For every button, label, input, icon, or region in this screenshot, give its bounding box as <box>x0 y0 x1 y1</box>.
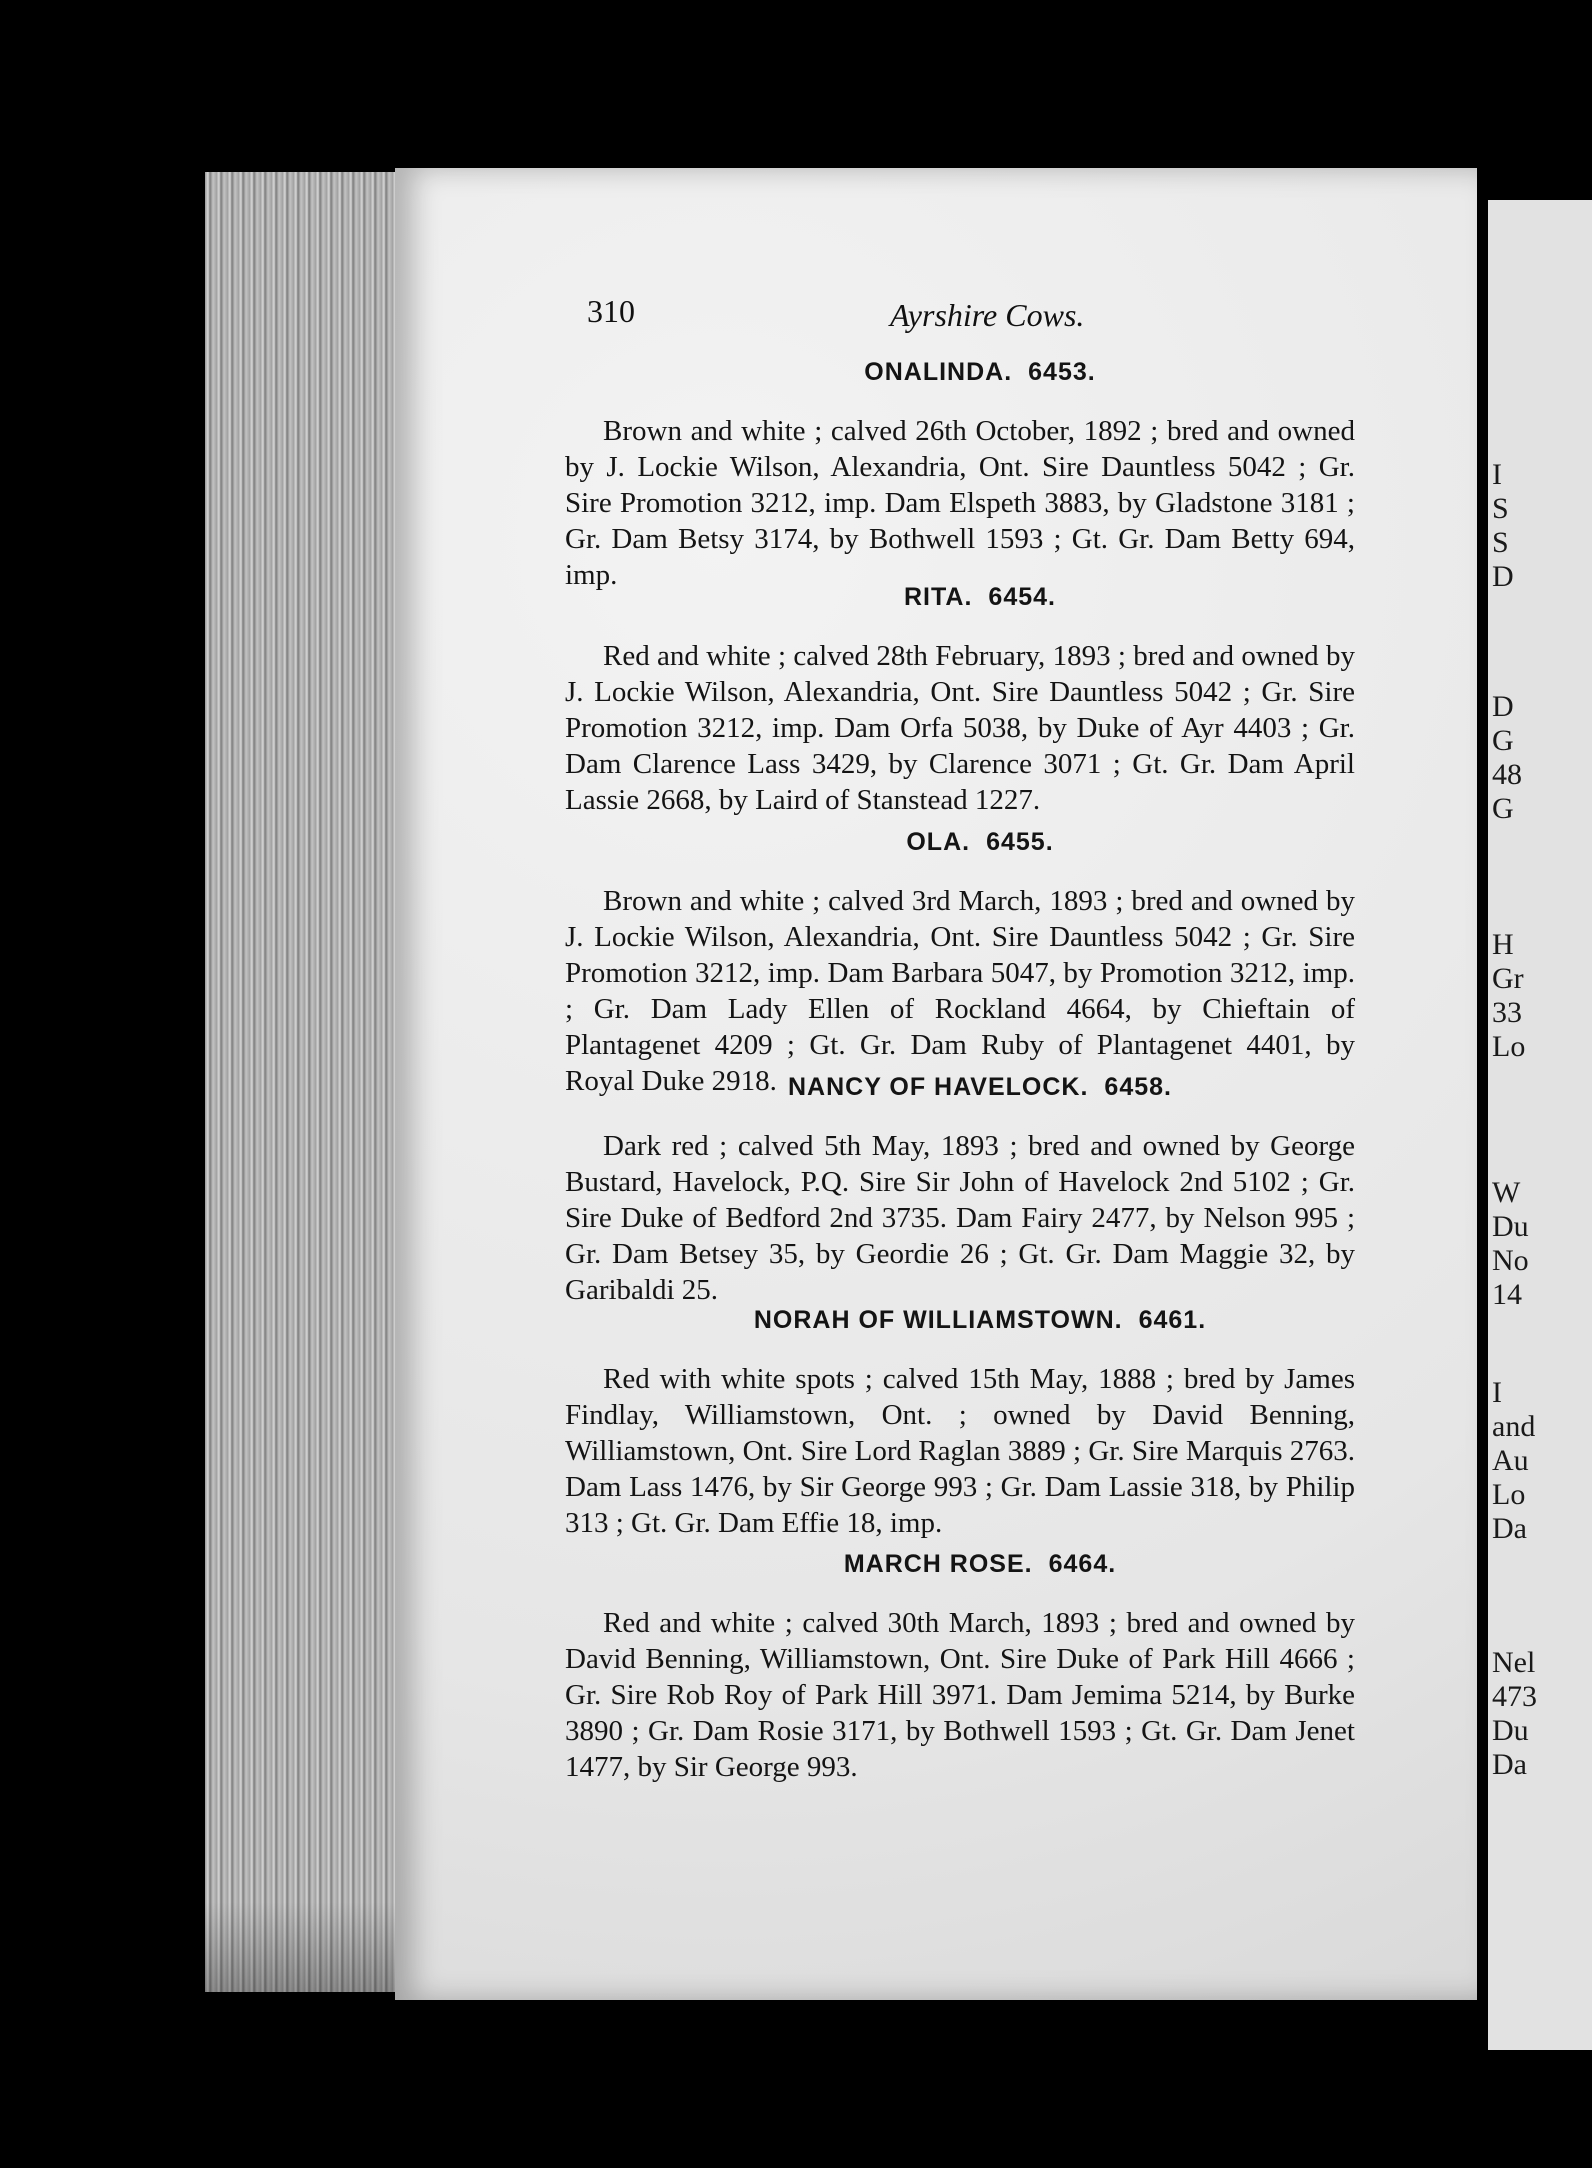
facing-page-fragment: Nel <box>1492 1646 1536 1679</box>
entry-number: 6458. <box>1104 1073 1172 1101</box>
page-number: 310 <box>587 293 635 329</box>
facing-page-fragment: S <box>1492 526 1509 559</box>
entry-title <box>605 828 1355 857</box>
entry-title <box>605 1306 1355 1335</box>
entry-nancy-of-havelock <box>565 1073 1355 1308</box>
facing-page-fragment: S <box>1492 492 1509 525</box>
facing-page-fragment: D <box>1492 690 1514 723</box>
facing-page-fragment: Gr <box>1492 962 1524 995</box>
entry-number: 6461. <box>1138 1306 1207 1334</box>
facing-page-fragment: Da <box>1492 1512 1527 1545</box>
facing-page-fragment: 14 <box>1492 1278 1522 1311</box>
facing-page-fragment: Da <box>1492 1748 1527 1781</box>
entry-title <box>605 1073 1355 1102</box>
entry-text: Dark red ; calved 5th May, 1893 ; bred and owned by George Bustard, Havelock, P.Q. Sire Sir John of Havelock 2nd 5102 ; Gr. Sire Duke of Bedford 2nd 3735. Dam Fairy 2477, by Nelson 995 ; Gr. Dam Betsey 35, by Geordie 26 ; Gt. Gr. Dam Maggie 32, by Garibaldi 25. <box>565 1130 1355 1306</box>
entry-text: Red with white spots ; calved 15th May, 1888 ; bred by James Findlay, Williamstown, Ont. ; owned by David Benning, Williamstown, Ont. Sire Lord Raglan 3889 ; Gr. Sire Marquis 2763. Dam Lass 1476, by Sir George 993 ; Gr. Dam Lassie 318, by Philip 313 ; Gt. Gr. Dam Effie 18, imp. <box>565 1363 1355 1539</box>
entry-name: OLA. <box>906 828 971 856</box>
page-edges <box>205 172 405 1992</box>
entry-text: Red and white ; calved 30th March, 1893 ; bred and owned by David Benning, Williamstown, Ont. Sire Duke of Park Hill 4666 ; Gr. Sire Rob Roy of Park Hill 3971. Dam Jemima 5214, by Burke 3890 ; Gr. Dam Rosie 3171, by Bothwell 1593 ; Gt. Gr. Dam Jenet 1477, by Sir George 993. <box>565 1607 1355 1783</box>
entry-text: Brown and white ; calved 26th October, 1892 ; bred and owned by J. Lockie Wilson, Alexandria, Ont. Sire Dauntless 5042 ; Gr. Sire Promotion 3212, imp. Dam Elspeth 3883, by Gladstone 3181 ; Gr. Dam Betsy 3174, by Bothwell 1593 ; Gt. Gr. Dam Betty 694, imp. <box>565 415 1355 591</box>
entry-title <box>605 1550 1355 1579</box>
entry-title <box>605 583 1355 612</box>
entry-name: NORAH OF WILLIAMSTOWN. <box>753 1306 1123 1334</box>
page-header <box>395 293 1477 333</box>
entry-onalinda <box>565 358 1355 593</box>
facing-page-fragment: I <box>1492 458 1502 491</box>
facing-page-fragment: 48 <box>1492 758 1522 791</box>
entry-rita <box>565 583 1355 818</box>
entry-march-rose <box>565 1550 1355 1785</box>
facing-page-fragment: and <box>1492 1410 1536 1443</box>
entry-text: Red and white ; calved 28th February, 1893 ; bred and owned by J. Lockie Wilson, Alexandria, Ont. Sire Dauntless 5042 ; Gr. Sire Promotion 3212, imp. Dam Orfa 5038, by Duke of Ayr 4403 ; Gr. Dam Clarence Lass 3429, by Clarence 3071 ; Gt. Gr. Dam April Lassie 2668, by Laird of Stanstead 1227. <box>565 640 1355 816</box>
facing-page-fragment: D <box>1492 560 1514 593</box>
facing-page-fragment: No <box>1492 1244 1529 1277</box>
entry-name: MARCH ROSE. <box>843 1550 1033 1578</box>
facing-page <box>1488 200 1592 2050</box>
entry-name: RITA. <box>904 583 973 611</box>
facing-page-fragment: Du <box>1492 1714 1529 1747</box>
entry-title <box>605 358 1355 387</box>
entry-number: 6455. <box>986 828 1054 856</box>
facing-page-fragment: Au <box>1492 1444 1529 1477</box>
entry-name: NANCY OF HAVELOCK. <box>788 1073 1089 1101</box>
facing-page-fragment: G <box>1492 792 1514 825</box>
facing-page-fragment: 473 <box>1492 1680 1537 1713</box>
entry-ola <box>565 828 1355 1099</box>
facing-page-fragment: Du <box>1492 1210 1529 1243</box>
entry-number: 6454. <box>988 583 1056 611</box>
entry-norah-of-williamstown <box>565 1306 1355 1541</box>
entry-name: ONALINDA. <box>864 358 1013 386</box>
entry-number: 6453. <box>1028 358 1096 386</box>
facing-page-fragment: Lo <box>1492 1478 1526 1511</box>
facing-page-fragment: G <box>1492 724 1514 757</box>
facing-page-fragment: Lo <box>1492 1030 1526 1063</box>
entry-number: 6464. <box>1048 1550 1117 1578</box>
facing-page-fragment: H <box>1492 928 1514 961</box>
book-page <box>395 168 1477 2000</box>
facing-page-fragment: W <box>1492 1176 1521 1209</box>
facing-page-fragment: 33 <box>1492 996 1522 1029</box>
running-head: Ayrshire Cows. <box>890 297 1085 333</box>
facing-page-fragment: I <box>1492 1376 1502 1409</box>
entry-text: Brown and white ; calved 3rd March, 1893 ; bred and owned by J. Lockie Wilson, Alexandria, Ont. Sire Dauntless 5042 ; Gr. Sire Promotion 3212, imp. Dam Barbara 5047, by Promotion 3212, imp. ; Gr. Dam Lady Ellen of Rockland 4664, by Chieftain of Plantagenet 4209 ; Gt. Gr. Dam Ruby of Plantagenet 4401, by Royal Duke 2918. <box>565 885 1355 1097</box>
